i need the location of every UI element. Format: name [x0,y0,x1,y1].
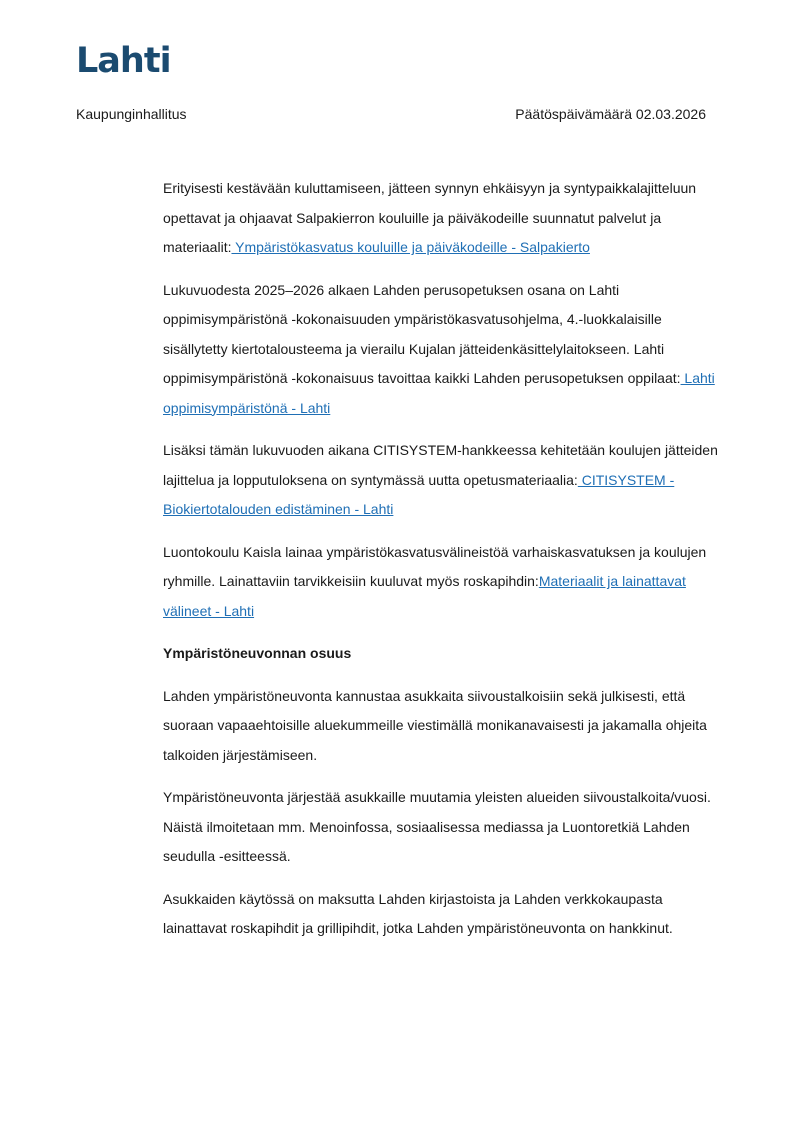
department-name: Kaupunginhallitus [76,106,187,122]
paragraph: Asukkaiden käytössä on maksutta Lahden kirjastoista ja Lahden verkkokaupasta lainattavat roskapihdit ja grillipihdit, jotka Lahden ympäristöneuvonta on hankkinut. [163,890,673,936]
paragraph: Ympäristöneuvonta järjestää asukkaille muutamia yleisten alueiden siivoustalkoita/vuosi. Näistä ilmoitetaan mm. Menoinfossa, sosiaalisessa mediassa ja Luontoretkiä Lahden seudulla -esitteessä. [163,789,711,864]
paragraph [163,174,723,263]
paragraph: Lahden ympäristöneuvonta kannustaa asukkaita siivoustalkoisiin sekä julkisesti, että suoraan vapaaehtoisille aluekummeille viestimällä monikanavaisesti ja jakamalla ohjeita talkoiden järjestämiseen. [163,687,707,763]
paragraph [163,436,723,525]
document-body [163,174,723,957]
link-lahti-oppimisymparisto[interactable]: Lahti oppimisympäristönä - Lahti [163,370,715,416]
decision-date: Päätöspäivämäärä 02.03.2026 [515,106,706,122]
paragraph-text: Lukuvuodesta 2025–2026 alkaen Lahden perusopetuksen osana on Lahti oppimisympäristönä -kokonaisuuden ympäristökasvatusohjelma, 4.-luokkalaisille sisällytetty kiertotalousteema ja vierailu Kujalan jätteidenkäsittelylaitokseen. Lahti oppimisympäristönä -kokonaisuus tavoittaa kaikki Lahden perusopetuksen oppilaat: [163,281,681,386]
link-materiaalit[interactable]: Materiaalit ja lainattavat välineet - Lahti [163,573,686,619]
section-heading: Ympäristöneuvonnan osuus [163,645,352,661]
paragraph-text: Erityisesti kestävään kuluttamiseen, jätteen synnyn ehkäisyyn ja syntypaikkalajitteluun opettavat ja ohjaavat Salpakierron kouluille ja päiväkodeille suunnatut palvelut ja materiaalit: [163,180,697,255]
paragraph-text: Lisäksi tämän lukuvuoden aikana CITISYSTEM-hankkeessa kehitetään koulujen jätteiden lajittelua ja lopputuloksena on syntymässä uutta opetusmateriaalia: [163,442,718,488]
link-citisystem[interactable]: CITISYSTEM - Biokiertotalouden edistäminen - Lahti [163,471,675,517]
link-salpakierto[interactable]: Ympäristökasvatus kouluille ja päiväkodeille - Salpakierto [231,239,590,255]
paragraph [163,276,723,424]
lahti-logo: Lahti [76,41,171,81]
paragraph-text: Luontokoulu Kaisla lainaa ympäristökasvatusvälineistöä varhaiskasvatuksen ja koulujen ryhmille. Lainattaviin tarvikkeisiin kuuluvat myös roskapihdin: [163,543,707,589]
paragraph [163,538,723,627]
